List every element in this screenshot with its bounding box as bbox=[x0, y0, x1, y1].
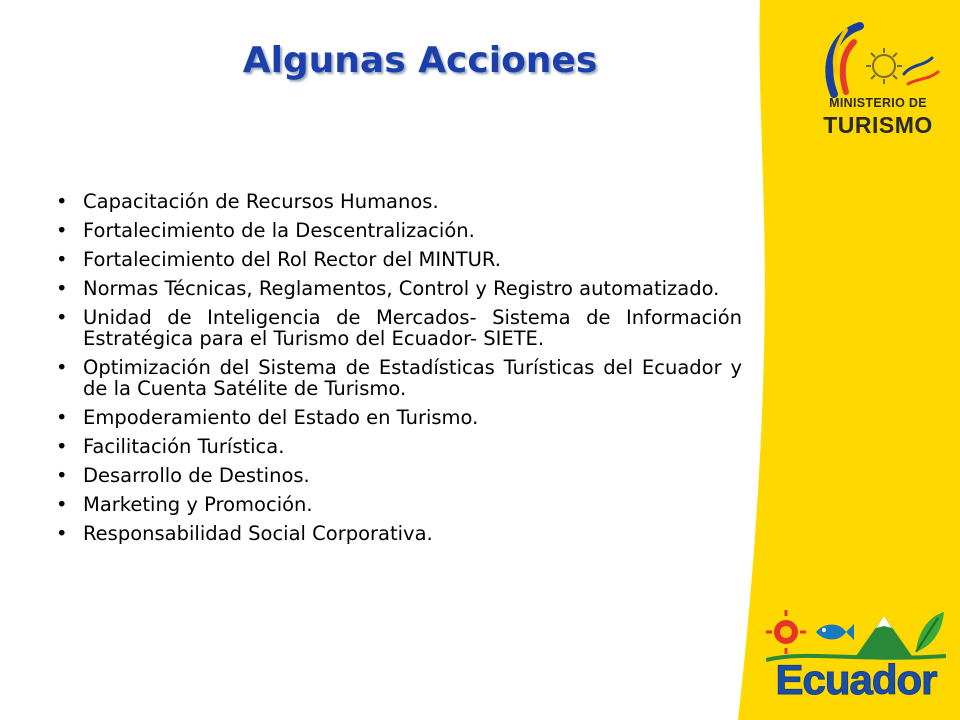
bullet-icon: • bbox=[56, 435, 68, 458]
list-item-text: Optimización del Sistema de Estadísticas Turísticas del Ecuador y de la Cuenta Satélite de Turismo. bbox=[83, 356, 742, 400]
ecuador-logo-word: Ecuador bbox=[775, 656, 937, 703]
ministry-name-line1: MINISTERIO DE bbox=[829, 96, 927, 110]
list-item-text: Unidad de Inteligencia de Mercados- Sistema de Información Estratégica para el Turismo del Ecuador- SIETE. bbox=[83, 306, 742, 350]
bullet-icon: • bbox=[56, 248, 68, 271]
bullet-icon: • bbox=[56, 306, 68, 329]
leaf-icon bbox=[916, 612, 944, 652]
list-item-text: Fortalecimiento de la Descentralización. bbox=[83, 219, 475, 242]
list-item bbox=[56, 407, 742, 428]
list-item bbox=[56, 494, 742, 515]
bullet-icon: • bbox=[56, 464, 68, 487]
ministry-name-line2: TURISMO bbox=[823, 112, 933, 138]
list-item bbox=[56, 220, 742, 241]
bullet-icon: • bbox=[56, 277, 68, 300]
list-item bbox=[56, 465, 742, 486]
sun-icon bbox=[766, 610, 806, 654]
list-item-text: Capacitación de Recursos Humanos. bbox=[83, 190, 439, 213]
bullet-icon: • bbox=[56, 219, 68, 242]
slide-title: Algunas Acciones bbox=[242, 40, 598, 81]
list-item bbox=[56, 523, 742, 544]
list-item-text: Facilitación Turística. bbox=[83, 435, 285, 458]
bullet-icon: • bbox=[56, 493, 68, 516]
fish-icon bbox=[816, 624, 854, 640]
list-item bbox=[56, 191, 742, 212]
mountain-icon bbox=[856, 616, 912, 656]
bullet-icon: • bbox=[56, 522, 68, 545]
list-item-text: Responsabilidad Social Corporativa. bbox=[83, 522, 433, 545]
list-item-text: Normas Técnicas, Reglamentos, Control y Registro automatizado. bbox=[83, 277, 720, 300]
list-item bbox=[56, 436, 742, 457]
list-item-text: Empoderamiento del Estado en Turismo. bbox=[83, 406, 479, 429]
list-item bbox=[56, 357, 742, 399]
list-item bbox=[56, 249, 742, 270]
list-item bbox=[56, 307, 742, 349]
list-item-text: Fortalecimiento del Rol Rector del MINTUR. bbox=[83, 248, 501, 271]
list-item-text: Marketing y Promoción. bbox=[83, 493, 313, 516]
list-item-text: Desarrollo de Destinos. bbox=[83, 464, 310, 487]
list-item bbox=[56, 278, 742, 299]
bullet-icon: • bbox=[56, 406, 68, 429]
bullet-list bbox=[56, 191, 742, 552]
bullet-icon: • bbox=[56, 356, 68, 379]
bullet-icon: • bbox=[56, 190, 68, 213]
